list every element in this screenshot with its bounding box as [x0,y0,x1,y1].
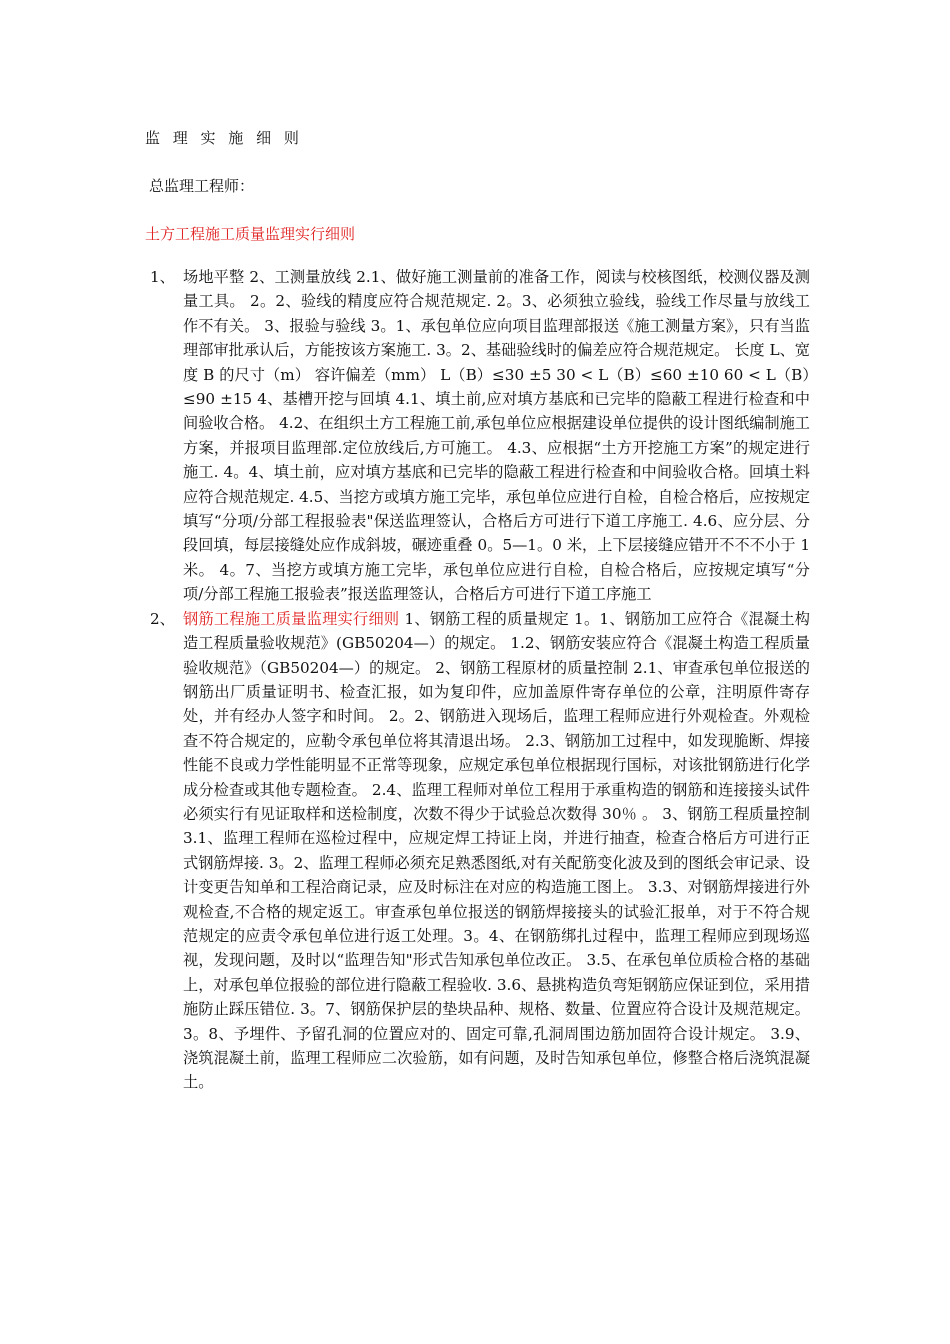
chief-engineer-label: 总监理工程师： [149,177,255,195]
section-heading: 土方工程施工质量监理实行细则 [145,225,356,243]
document-title: 监 理 实 施 细 则 [145,129,303,147]
clause-list [150,265,810,1095]
clause-heading: 钢筋工程施工质量监理实行细则 [183,609,400,628]
clause-number: 1、 [150,268,175,286]
clause-body: 1、钢筋工程的质量规定 1。1、钢筋加工应符合《混凝土构造工程质量验收规范》(GB50204—）的规定。 1.2、钢筋安装应符合《混凝土构造工程质量验收规范》（GB50204—）的规定。 2、钢筋工程原材的质量控制 2.1、审查承包单位报送的钢筋出厂质量证明书、检查汇报，如为复印件，应加盖原件寄存单位的公章，注明原件寄存处，并有经办人签字和时间。 2。2、钢筋进入现场后，监理工程师应进行外观检查。外观检查不符合规定的，应勒令承包单位将其清退出场。 2.3、钢筋加工过程中，如发现脆断、焊接性能不良或力学性能明显不正常等现象，应规定承包单位根据现行国标，对该批钢筋进行化学成分检查或其他专题检查。 2.4、监理工程师对单位工程用于承重构造的钢筋和连接接头试件必须实行有见证取样和送检制度，次数不得少于试验总次数得 30％ 。 3、钢筋工程质量控制 3.1、监理工程师在巡检过程中，应规定焊工持证上岗，并进行抽查，检查合格后方可进行正式钢筋焊接. 3。2、监理工程师必须充足熟悉图纸,对有关配筋变化波及到的图纸会审记录、设计变更告知单和工程洽商记录，应及时标注在对应的构造施工图上。 3.3、对钢筋焊接进行外观检查,不合格的规定返工。审查承包单位报送的钢筋焊接接头的试验汇报单，对于不符合规范规定的应责令承包单位进行返工处理。3。4、在钢筋绑扎过程中，监理工程师应到现场巡视，发现问题，及时以“监理告知"形式告知承包单位改正。 3.5、在承包单位质检合格的基础上，对承包单位报验的部位进行隐蔽工程验收. 3.6、悬挑构造负弯矩钢筋应保证到位，采用措施防止踩压错位. 3。7、钢筋保护层的垫块品种、规格、数量、位置应符合设计及规范规定。3。8、予埋件、予留孔洞的位置应对的、固定可靠,孔洞周围边筋加固符合设计规定。 3.9、浇筑混凝土前，监理工程师应二次验筋，如有问题，及时告知承包单位，修整合格后浇筑混凝土。 [183,609,810,1092]
clause-number: 2、 [150,609,175,628]
clause-body: 场地平整 2、工测量放线 2.1、做好施工测量前的准备工作，阅读与校核图纸，校测仪器及测量工具。 2。2、验线的精度应符合规范规定. 2。3、必须独立验线，验线工作尽量与放线工作不有关。 3、报验与验线 3。1、承包单位应向项目监理部报送《施工测量方案》，只有当监理部审批承认后，方能按该方案施工. 3。2、基础验线时的偏差应符合规范规定。 长度 L、宽度 B 的尺寸（m） 容许偏差（mm） L（B）≤30 ±5 30 < L（B）≤60 ±10 60 < L（B）≤90 ±15 4、基槽开挖与回填 4.1、填土前,应对填方基底和已完毕的隐蔽工程进行检查和中间验收合格。 4.2、在组织土方工程施工前,承包单位应根据建设单位提供的设计图纸编制施工方案，并报项目监理部.定位放线后,方可施工。 4.3、应根据“土方开挖施工方案”的规定进行施工. 4。4、填土前，应对填方基底和已完毕的隐蔽工程进行检查和中间验收合格。回填土料应符合规范规定. 4.5、当挖方或填方施工完毕，承包单位应进行自检，自检合格后，应按规定填写“分项/分部工程报验表"保送监理签认，合格后方可进行下道工序施工. 4.6、应分层、分段回填，每层接缝处应作成斜坡，碾迹重叠 0。5—1。0 米，上下层接缝应错开不不不小于 1 米。 4。7、当挖方或填方施工完毕，承包单位应进行自检，自检合格后，应按规定填写“分项/分部工程施工报验表”报送监理签认，合格后方可进行下道工序施工 [183,268,810,604]
clause-item-rebar [150,607,810,1095]
clause-item-earthwork [150,265,810,607]
